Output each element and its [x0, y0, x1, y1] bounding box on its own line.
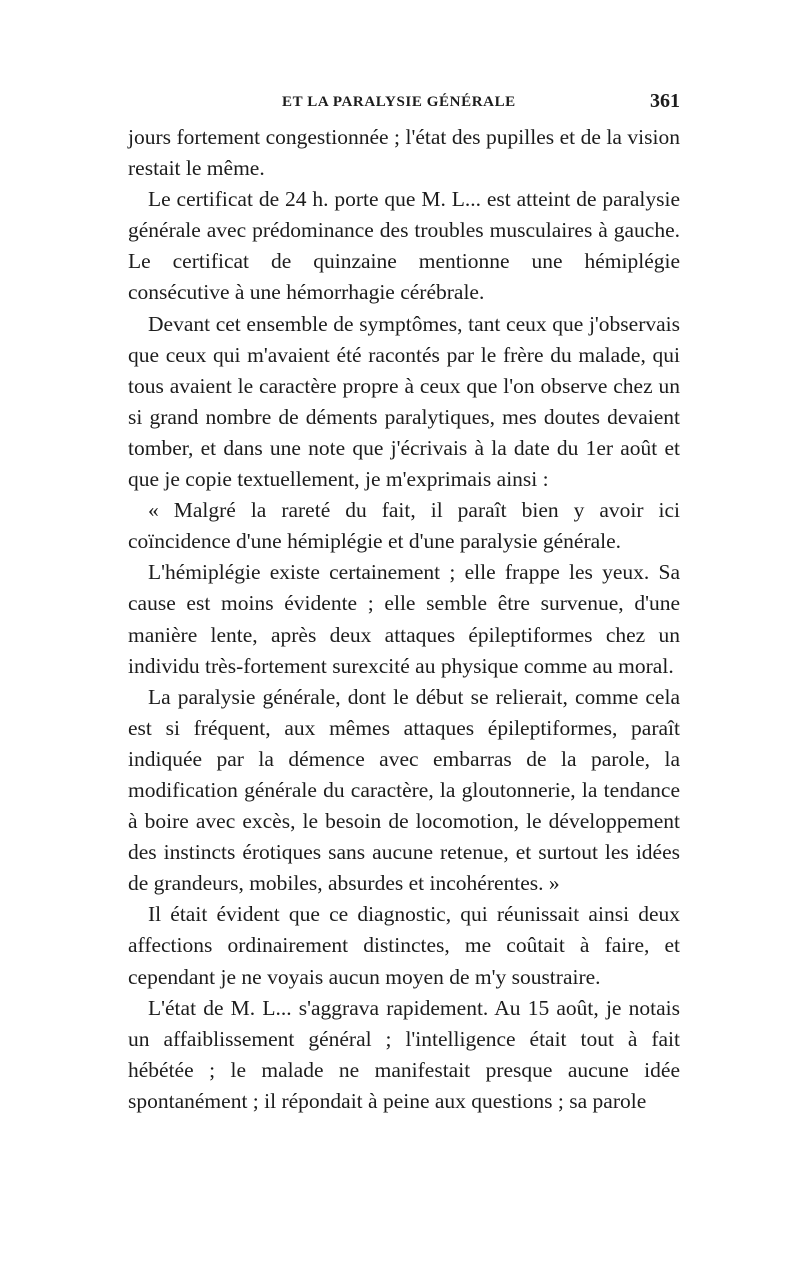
running-title: ET LA PARALYSIE GÉNÉRALE	[282, 94, 516, 110]
paragraph-diagnosis: Il était évident que ce diagnostic, qui réunissait ainsi deux affections ordinairement distinctes, me coûtait à faire, et cependant je ne voyais aucun moyen de m'y soustraire.	[128, 902, 680, 989]
running-head	[128, 88, 680, 116]
paragraph-symptoms: Devant cet ensemble de symptômes, tant ceux que j'observais que ceux qui m'avaient été racontés par le frère du malade, qui tous avaient le caractère propre à ceux que l'on observe chez un si grand nombre de déments paralytiques, mes doutes devaient tomber, et dans une note que j'écrivais à la date du 1er août et que je copie textuellement, je m'exprimais ainsi :	[128, 311, 680, 492]
paragraph-hemiplegia: L'hémiplégie existe certainement ; elle frappe les yeux. Sa cause est moins évidente ; elle semble être survenue, d'une manière lente, après deux attaques épileptiformes chez un individu très-fortement surexcité au physique comme au moral.	[128, 560, 680, 678]
paragraph-certificate: Le certificat de 24 h. porte que M. L... est atteint de paralysie générale avec prédominance des troubles musculaires à gauche. Le certificat de quinzaine mentionne une hémiplégie consécutive à une hémorrhagie cérébrale.	[128, 187, 680, 305]
page-number: 361	[650, 90, 680, 112]
paragraph-general-paralysis: La paralysie générale, dont le début se relierait, comme cela est si fréquent, aux mêmes attaques épileptiformes, paraît indiquée par la démence avec embarras de la parole, la modification générale du caractère, la gloutonnerie, la tendance à boire avec excès, le besoin de locomotion, le développement des instincts érotiques sans aucune retenue, et surtout les idées de grandeurs, mobiles, absurdes et incohérentes. »	[128, 684, 680, 896]
body-text	[128, 122, 680, 1117]
paragraph-quote-opening: « Malgré la rareté du fait, il paraît bien y avoir ici coïncidence d'une hémiplégie et d'une paralysie générale.	[128, 498, 680, 554]
paragraph-continued: jours fortement congestionnée ; l'état des pupilles et de la vision restait le même.	[128, 125, 680, 181]
paragraph-aggravation: L'état de M. L... s'aggrava rapidement. Au 15 août, je notais un affaiblissement général ; l'intelligence était tout à fait hébétée ; le malade ne manifestait presque aucune idée spontanément ; il répondait à peine aux questions ; sa parole	[128, 995, 680, 1113]
